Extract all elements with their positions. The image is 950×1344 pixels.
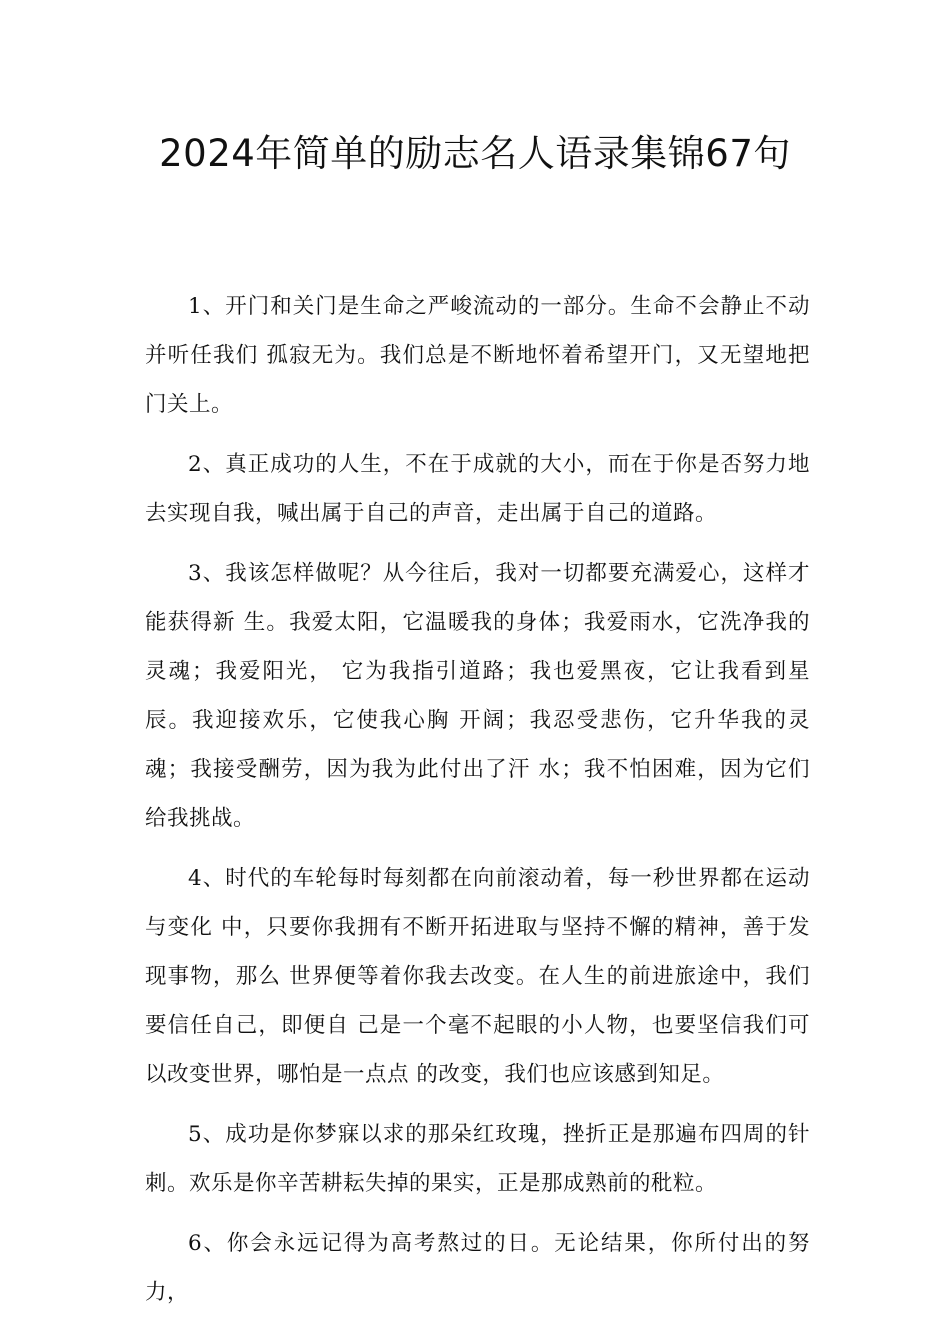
- paragraph-2: 2、真正成功的人生，不在于成就的大小，而在于你是否努力地去实现自我，喊出属于自己的声音，走出属于自己的道路。: [145, 452, 810, 526]
- paragraph-3: 3、我该怎样做呢？从今往后，我对一切都要充满爱心，这样才能获得新 生。我爱太阳，它温暖我的身体；我爱雨水，它洗净我的灵魂；我爱阳光， 它为我指引道路；我也爱黑夜，它让我看到星辰。我迎接欢乐，它使我心胸 开阔；我忍受悲伤，它升华我的灵魂；我接受酬劳，因为我为此付出了汗 水；我不怕困难，因为它们给我挑战。: [145, 561, 810, 831]
- document-body: [145, 282, 810, 1328]
- paragraph-4: 4、时代的车轮每时每刻都在向前滚动着，每一秒世界都在运动与变化 中，只要你我拥有不断开拓进取与坚持不懈的精神，善于发现事物，那么 世界便等着你我去改变。在人生的前进旅途中，我们要信任自己，即便自 己是一个毫不起眼的小人物，也要坚信我们可以改变世界，哪怕是一点点 的改变，我们也应该感到知足。: [145, 866, 810, 1087]
- paragraph-1: 1、开门和关门是生命之严峻流动的一部分。生命不会静止不动并听任我们 孤寂无为。我们总是不断地怀着希望开门，又无望地把门关上。: [145, 294, 810, 417]
- paragraph-6: 6、你会永远记得为高考熬过的日。无论结果，你所付出的努力，: [145, 1231, 810, 1305]
- paragraph-5: 5、成功是你梦寐以求的那朵红玫瑰，挫折正是那遍布四周的针刺。欢乐是你辛苦耕耘失掉的果实，正是那成熟前的秕粒。: [145, 1122, 810, 1196]
- document-title: 2024年简单的励志名人语录集锦67句: [159, 132, 791, 175]
